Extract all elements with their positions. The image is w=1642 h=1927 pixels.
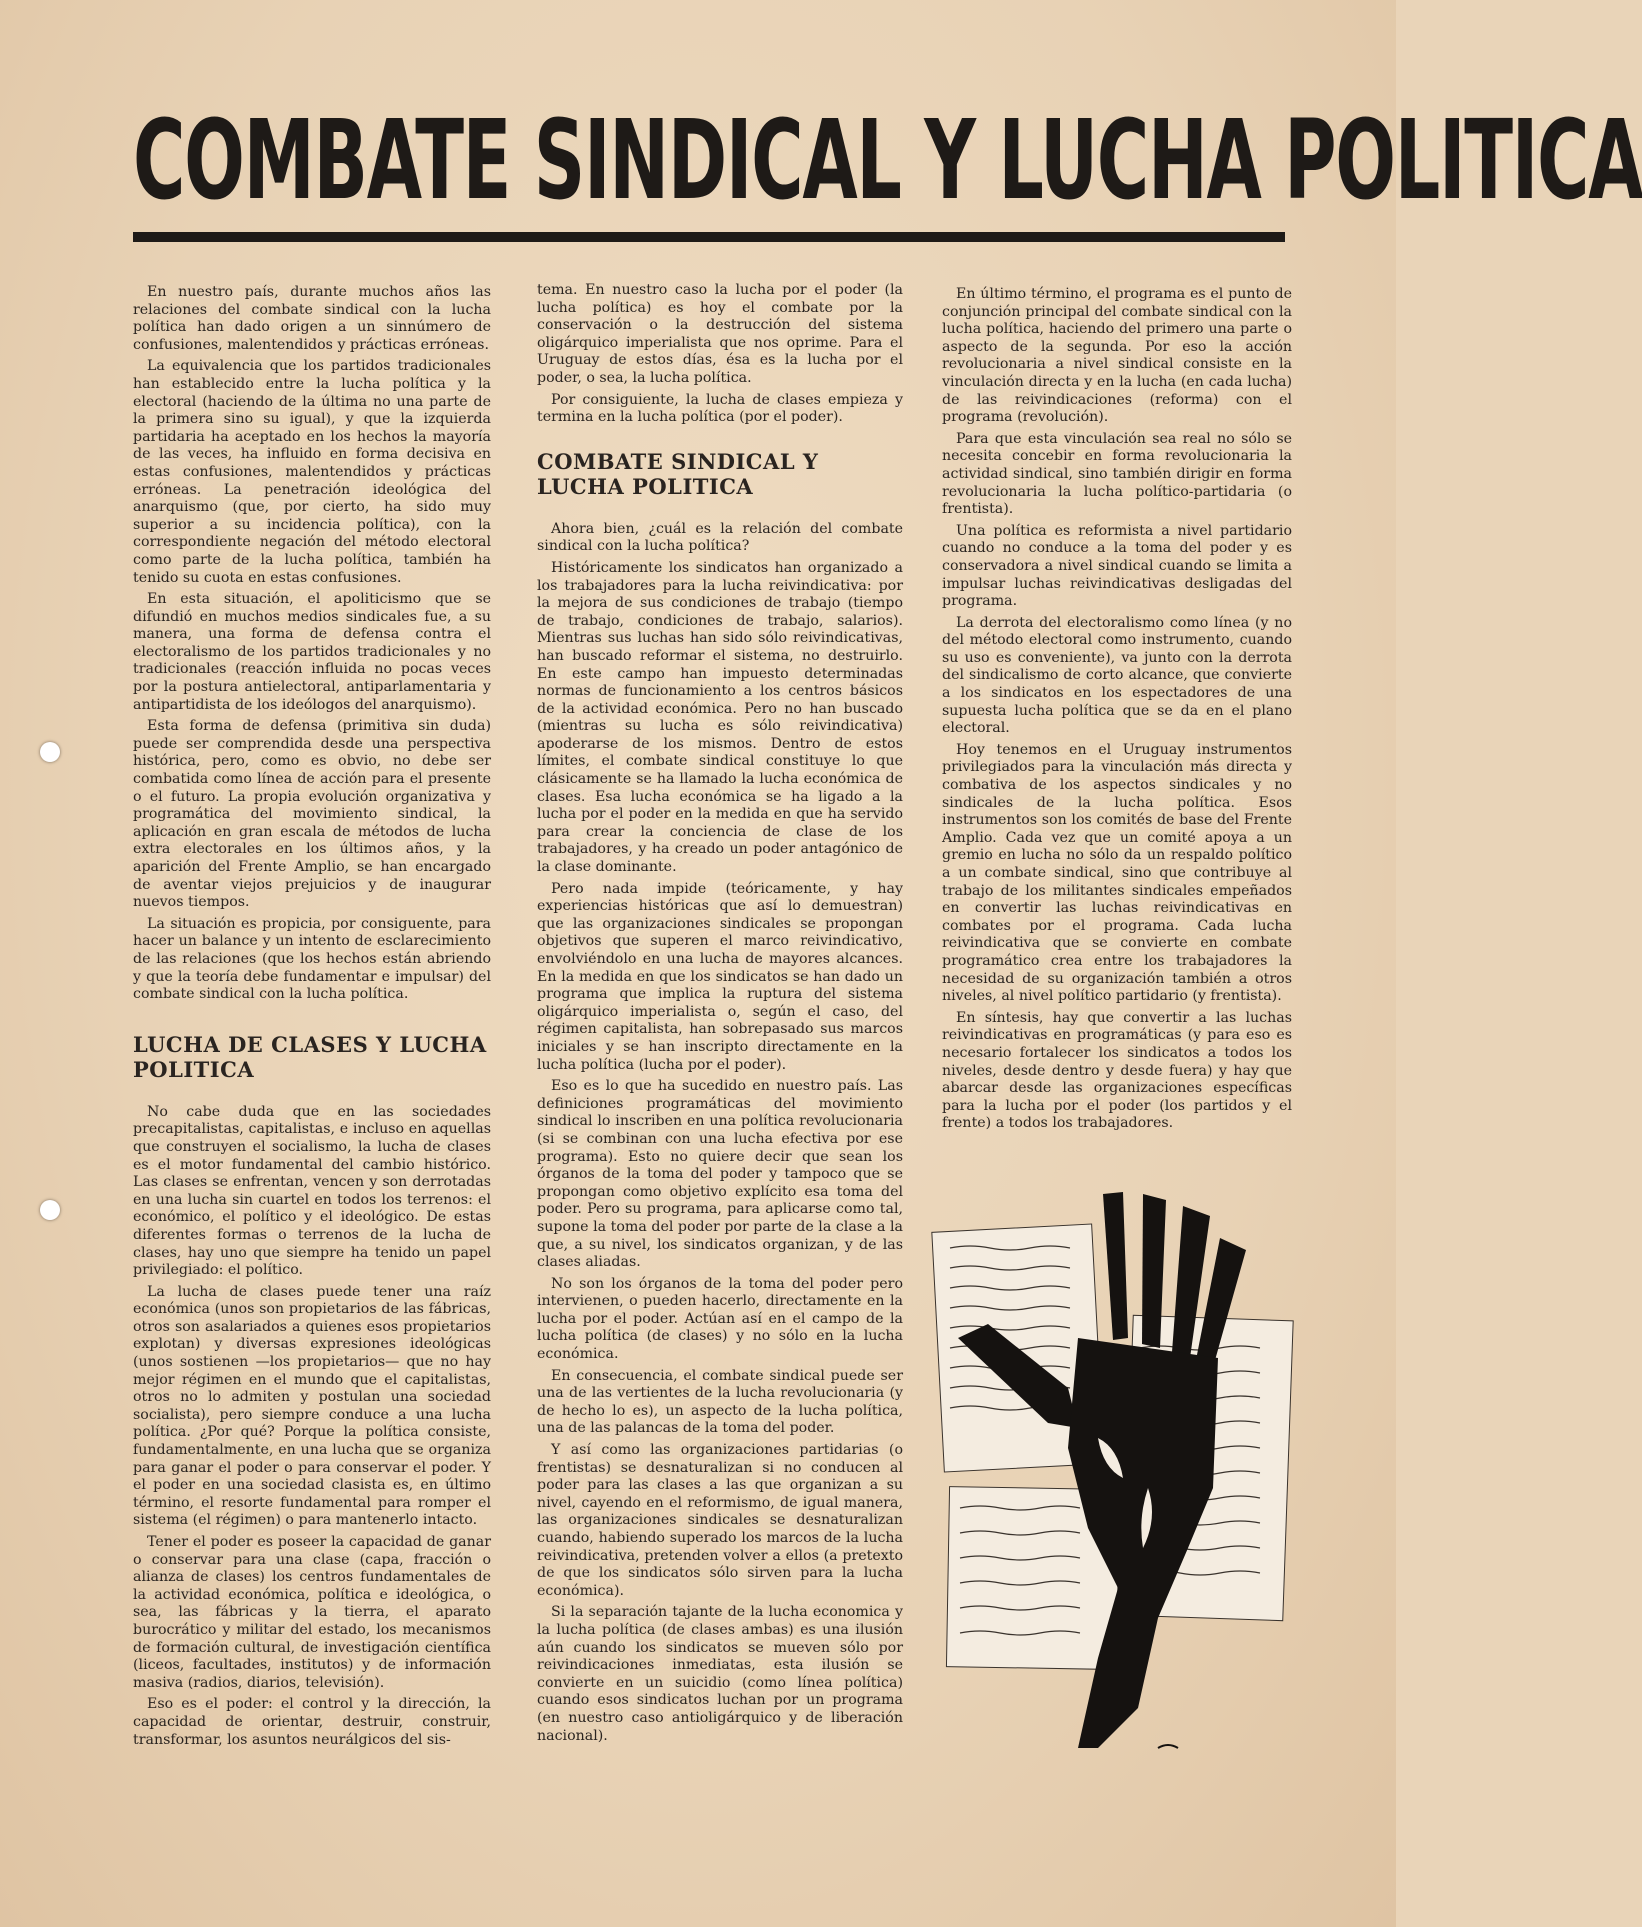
paragraph: Y así como las organizaciones partidarias (o frentistas) se desnaturalizan si no conducen al poder para las clases a las que organizan a su nivel, cayendo en el reformismo, de igual manera, las organizaciones sindicales se desnaturalizan cuando, habiendo superado los marcos de la lucha reivindicativa, pretenden volver a ellos (a pretexto de que los sindicatos sólo sirven para la lucha económica). [537, 1442, 903, 1599]
article-column-2 [537, 282, 903, 1749]
article-column-1 [133, 284, 491, 1753]
paragraph: Ahora bien, ¿cuál es la relación del combate sindical con la lucha política? [537, 520, 903, 555]
section-heading: LUCHA DE CLASES Y LUCHA POLITICA [133, 1031, 487, 1082]
paragraph: En síntesis, hay que convertir a las luchas reivindicativas en programáticas (y para eso es necesario fortalecer los sindicatos a todos los niveles, desde dentro y desde fuera) y hay que abarcar desde las organizaciones específicas para la lucha por el poder (los partidos y el frente) a todos los trabajadores. [942, 1009, 1292, 1132]
paragraph: En último término, el programa es el punto de conjunción principal del combate sindical con la lucha política, haciendo del primero una parte o aspecto de la segunda. Por eso la acción revolucionaria a nivel sindical consiste en la vinculación directa y en la lucha (en cada lucha) de las reivindicaciones (reforma) con el programa (revolución). [942, 286, 1292, 426]
paragraph: tema. En nuestro caso la lucha por el poder (la lucha política) es hoy el combate por la conservación o la destrucción del sistema oligárquico imperialista que nos oprime. Para el Uruguay de estos días, ésa es la lucha por el poder, o sea, la lucha política. [537, 282, 903, 386]
paragraph: No cabe duda que en las sociedades precapitalistas, capitalistas, e incluso en aquellas que construyen el socialismo, la lucha de clases es el motor fundamental del cambio histórico. Las clases se enfrentan, vencen y son derrotadas en una lucha sin cuartel en todos los terrenos: el económico, el político y el ideológico. De estas diferentes formas o terrenos de la lucha de clases, hay uno que siempre ha tenido un papel privilegiado: el político. [133, 1103, 491, 1279]
paragraph: Pero nada impide (teóricamente, y hay experiencias históricas que así lo demuestran) que las organizaciones sindicales se propongan objetivos que superen el marco reivindicativo, envolviéndolo en una lucha de mayores alcances. En la medida en que los sindicatos se han dado un programa que implica la ruptura del sistema oligárquico imperialista o, según el caso, del régimen capitalista, han sobrepasado sus marcos iniciales y se han inscripto directamente en la lucha política (lucha por el poder). [537, 880, 903, 1073]
article-column-3 [942, 286, 1292, 1137]
paragraph: Una política es reformista a nivel partidario cuando no conduce a la toma del poder y es conservadora a nivel sindical cuando se limita a impulsar luchas reivindicativas desligadas del programa. [942, 522, 1292, 610]
paragraph: La situación es propicia, por consiguente, para hacer un balance y un intento de esclarecimiento de las relaciones (que los hechos están abriendo y que la teoría debe fundamentar e impulsar) del combate sindical con la lucha política. [133, 915, 491, 1003]
paragraph: Eso es lo que ha sucedido en nuestro país. Las definiciones programáticas del movimiento sindical lo inscriben en una política revolucionaria (si se combinan con una lucha efectiva por ese programa). Esto no quiere decir que sean los órganos de la toma del poder y tampoco que se propongan como objetivo explícito esa toma del poder. Pero su programa, para aplicarse como tal, supone la toma del poder por parte de la clase a la que, a su nivel, los sindicatos organizan, y de las clases aliadas. [537, 1078, 903, 1271]
paragraph: Por consiguiente, la lucha de clases empieza y termina en la lucha política (por el poder). [537, 391, 903, 426]
paragraph: Si la separación tajante de la lucha economica y la lucha política (de clases ambas) es una ilusión aún cuando los sindicatos se mueven sólo por reivindicaciones inmediatas, esta ilusión se convierte en un suicidio (como línea política) cuando esos sindicatos luchan por un programa (en nuestro caso antioligárquico y de liberación nacional). [537, 1604, 903, 1744]
paragraph: No son los órganos de la toma del poder pero intervienen, o pueden hacerlo, directamente en la lucha por el poder. Actúan así en el campo de la lucha política (de clases) y no sólo en la lucha económica. [537, 1275, 903, 1363]
paragraph: La lucha de clases puede tener una raíz económica (unos son propietarios de las fábricas, otros son asalariados a quienes esos propietarios explotan) y diversas expresiones ideológicas (unos sostienen —los propietarios— que no hay mejor régimen en el mundo que el capitalistas, otros no lo admiten y postulan una sociedad socialista), pero siempre conduce a una lucha política. ¿Por qué? Porque la política consiste, fundamentalmente, en una lucha que se organiza para ganar el poder o para conservar el poder. Y el poder en una sociedad clasista es, en último término, el resorte fundamental para romper el sistema (el régimen) o para mantenerlo intacto. [133, 1283, 491, 1529]
paragraph: Eso es el poder: el control y la dirección, la capacidad de orientar, destruir, construir, transformar, los asuntos neurálgicos del sis- [133, 1696, 491, 1748]
raised-hand-icon [928, 1188, 1300, 1768]
paragraph: En esta situación, el apoliticismo que se difundió en muchos medios sindicales fue, a su manera, una forma de defensa contra el electoralismo de los partidos tradicionales y no tradicionales (reacción influida no pocas veces por la postura antielectoral, antiparlamentaria y antipartidista de los ideólogos del anarquismo). [133, 591, 491, 713]
paragraph: Tener el poder es poseer la capacidad de ganar o conservar para una clase (capa, fracción o alianza de clases) los centros fundamentales de la actividad económica, política e ideológica, o sea, las fábricas y la tierra, el aparato burocrático y militar del estado, los mecanismos de formación cultural, de investigación científica (liceos, facultades, institutos) y de información masiva (radios, diarios, televisión). [133, 1534, 491, 1691]
paragraph: En nuestro país, durante muchos años las relaciones del combate sindical con la lucha política han dado origen a un sinnúmero de confusiones, malentendidos y prácticas erróneas. [133, 284, 491, 353]
page-title: COMBATE SINDICAL Y LUCHA POLITICA [133, 96, 1642, 224]
binder-hole [40, 1200, 60, 1220]
paragraph: Hoy tenemos en el Uruguay instrumentos privilegiados para la vinculación más directa y combativa de los aspectos sindicales y no sindicales de la lucha política. Esos instrumentos son los comités de base del Frente Amplio. Cada vez que un comité apoya a un gremio en lucha no sólo da un respaldo político a un combate sindical, sino que contribuye al trabajo de los militantes sindicales empeñados en convertir las luchas reivindicativas en combates por el programa. Cada lucha reivindicativa que se convierte en combate programático crea entre los trabajadores la necesidad de su organización también a otros niveles, al nivel político partidario (y frentista). [942, 741, 1292, 1005]
paragraph: La derrota del electoralismo como línea (y no del método electoral como instrumento, cuando su uso es conveniente), va junto con la derrota del sindicalismo de corto alcance, que convierte a los sindicatos en los espectadores de una supuesta lucha política que se da en el plano electoral. [942, 614, 1292, 737]
paragraph: Para que esta vinculación sea real no sólo se necesita concebir en forma revolucionaria la actividad sindical, sino también dirigir en forma revolucionaria la lucha político-partidaria (o frentista). [942, 430, 1292, 518]
paragraph: La equivalencia que los partidos tradicionales han establecido entre la lucha política y la electoral (haciendo de la última no una parte de la primera sino su igual), y que la izquierda partidaria ha aceptado en los hechos la mayoría de las veces, ha influido en forma decisiva en estas confusiones, malentendidos y prácticas erróneas. La penetración ideológica del anarquismo (que, por cierto, ha sido muy superior a su incidencia política), con la correspondiente negación del método electoral como parte de la lucha política, también ha tenido su cuota en estas confusiones. [133, 358, 491, 586]
section-heading: COMBATE SINDICAL Y LUCHA POLITICA [537, 448, 819, 499]
paragraph: Históricamente los sindicatos han organizado a los trabajadores para la lucha reivindicativa: por la mejora de sus condiciones de trabajo (tiempo de trabajo, condiciones de trabajo, salarios). Mientras sus luchas han sido sólo reivindicativas, han buscado reformar el sistema, no destruirlo. En este campo han impuesto determinadas normas de funcionamiento a los centros básicos de la actividad económica. Pero no han buscado (mientras su lucha es sólo reivindicativa) apoderarse de los mismos. Dentro de estos límites, el combate sindical constituye lo que clásicamente se ha llamado la lucha económica de clases. Esa lucha económica se ha ligado a la lucha por el poder en la medida en que ha servido para crear la conciencia de clase de los trabajadores, y ha creado un poder antagónico de la clase dominante. [537, 559, 903, 876]
paragraph: Esta forma de defensa (primitiva sin duda) puede ser comprendida desde una perspectiva histórica, pero, como es obvio, no debe ser combatida como línea de acción para el presente o el futuro. La propia evolución organizativa y programática del movimiento sindical, la aplicación en gran escala de métodos de lucha extra electorales en los últimos años, y la aparición del Frente Amplio, se han encargado de aventar viejos prejuicios y de inaugurar nuevos tiempos. [133, 718, 491, 911]
paragraph: En consecuencia, el combate sindical puede ser una de las vertientes de la lucha revolucionaria (y de hecho lo es), un aspecto de la lucha política, una de las palancas de la toma del poder. [537, 1367, 903, 1437]
binder-hole [40, 742, 60, 762]
title-rule [133, 232, 1285, 242]
